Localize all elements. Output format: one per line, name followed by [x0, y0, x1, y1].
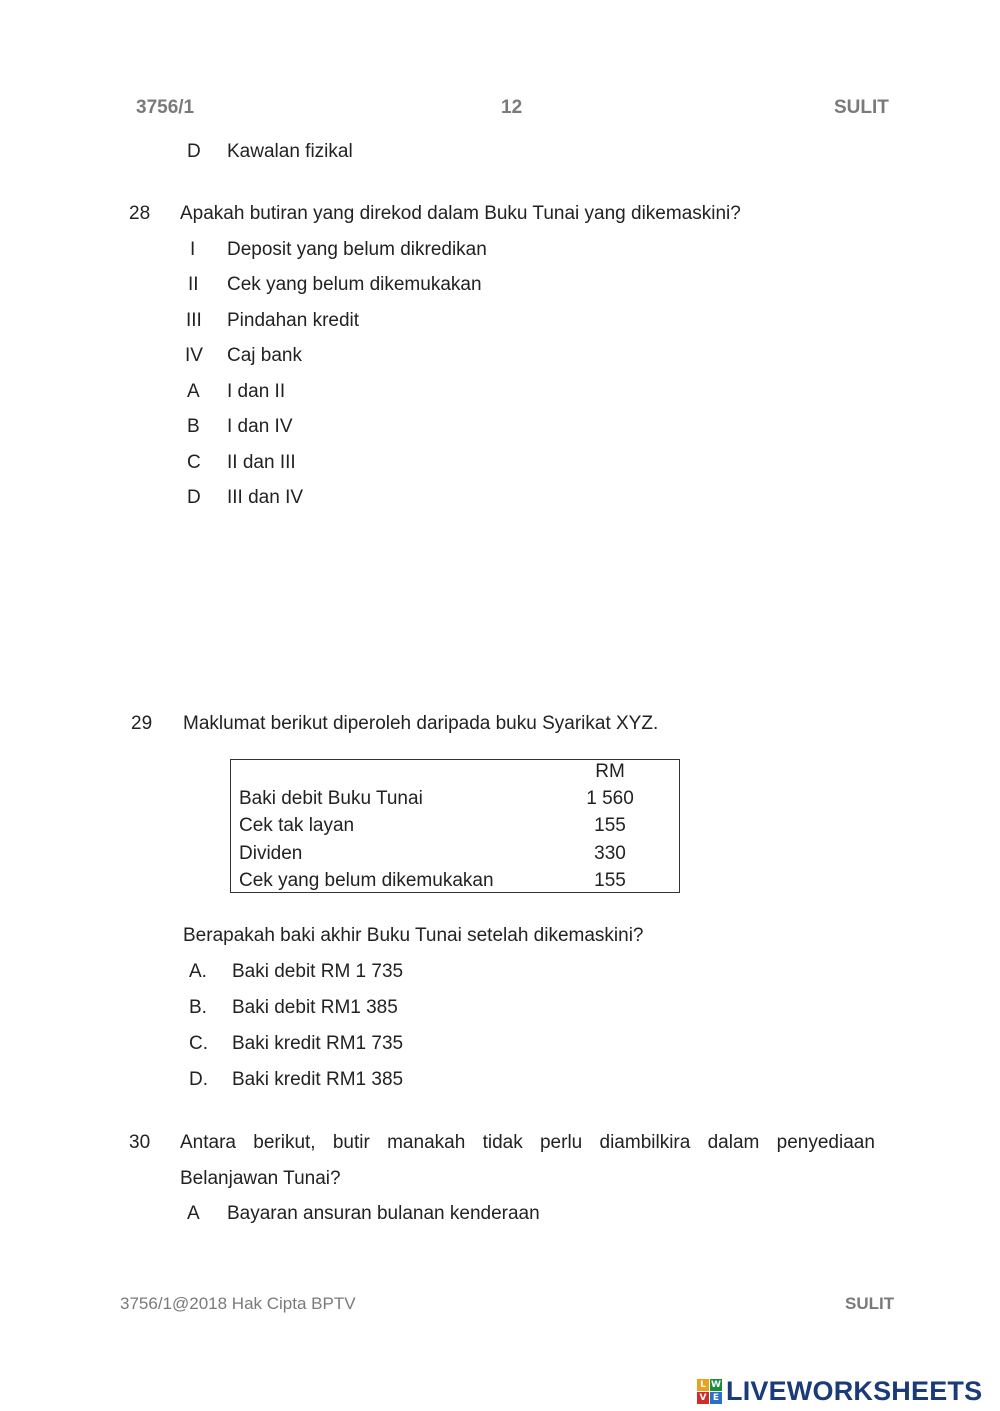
paper-code: 3756/1 [136, 97, 195, 118]
question-text-line [180, 1132, 875, 1154]
statement-label: IV [185, 345, 203, 366]
option-text: I dan II [227, 381, 286, 402]
option-label: B [187, 416, 200, 437]
option-text: III dan IV [227, 487, 304, 508]
logo-tile: V [697, 1392, 709, 1404]
logo-tile: W [711, 1380, 721, 1390]
statement-label: III [186, 310, 202, 331]
table-amount: 330 [594, 843, 626, 864]
option-text: Bayaran ansuran bulanan kenderaan [227, 1203, 540, 1224]
option-text: Baki debit RM1 385 [232, 997, 398, 1018]
sulit-footer-label: SULIT [845, 1294, 895, 1313]
option-text: Baki kredit RM1 385 [232, 1069, 404, 1090]
question-text: Berapakah baki akhir Buku Tunai setelah dikemaskini? [183, 925, 644, 946]
option-text: II dan III [227, 452, 296, 473]
option-label: C [187, 452, 201, 473]
statement-text: Pindahan kredit [227, 310, 360, 331]
word: berikut, [253, 1132, 316, 1153]
brand-name: LIVEWORKSHEETS [726, 1376, 983, 1406]
table-item: Cek tak layan [239, 815, 355, 836]
statement-text: Deposit yang belum dikredikan [227, 239, 487, 260]
page-number: 12 [501, 97, 523, 118]
statement-label: II [188, 274, 199, 295]
option-label: A [187, 381, 200, 402]
account-table [230, 759, 680, 893]
word: penyediaan [776, 1132, 875, 1153]
table-amount: 1 560 [586, 788, 634, 809]
option-label: D. [189, 1069, 208, 1090]
logo-tiles [697, 1379, 722, 1404]
option-text: Baki debit RM 1 735 [232, 961, 404, 982]
option-label: B. [189, 997, 207, 1018]
option-text: I dan IV [227, 416, 293, 437]
option-text: Baki kredit RM1 735 [232, 1033, 404, 1054]
question-number: 28 [129, 203, 151, 224]
question-text: Maklumat berikut diperoleh daripada buku Syarikat XYZ. [183, 713, 659, 734]
question-number: 30 [129, 1132, 151, 1153]
question-text-line: Belanjawan Tunai? [180, 1168, 341, 1189]
table-item: Dividen [239, 843, 303, 864]
statement-label: I [190, 239, 196, 260]
question-text: Apakah butiran yang direkod dalam Buku Tunai yang dikemaskini? [180, 203, 741, 224]
option-label: D [187, 487, 201, 508]
word: perlu [539, 1132, 583, 1153]
statement-text: Caj bank [227, 345, 302, 366]
word: diambilkira [599, 1132, 691, 1153]
table-item: Cek yang belum dikemukakan [239, 870, 494, 891]
logo-tile: E [710, 1392, 722, 1404]
option-label: A [187, 1203, 200, 1224]
word: dalam [707, 1132, 760, 1153]
option-label: A. [189, 961, 207, 982]
word: manakah [387, 1132, 466, 1153]
table-item: Baki debit Buku Tunai [239, 788, 423, 809]
question-number: 29 [131, 713, 153, 734]
table-amount: 155 [594, 815, 626, 836]
word: butir [332, 1132, 370, 1153]
sulit-header-label: SULIT [834, 97, 889, 118]
liveworksheets-logo [697, 1376, 982, 1407]
option-text: Kawalan fizikal [227, 141, 353, 162]
option-label: C. [189, 1033, 208, 1054]
word: Antara [180, 1132, 236, 1153]
statement-text: Cek yang belum dikemukakan [227, 274, 482, 295]
table-amount: 155 [594, 870, 626, 891]
word: tidak [482, 1132, 523, 1153]
copyright-footer: 3756/1@2018 Hak Cipta BPTV [120, 1294, 356, 1313]
logo-tile: L [697, 1379, 709, 1391]
option-label: D [187, 141, 201, 162]
table-unit-header: RM [595, 761, 625, 782]
